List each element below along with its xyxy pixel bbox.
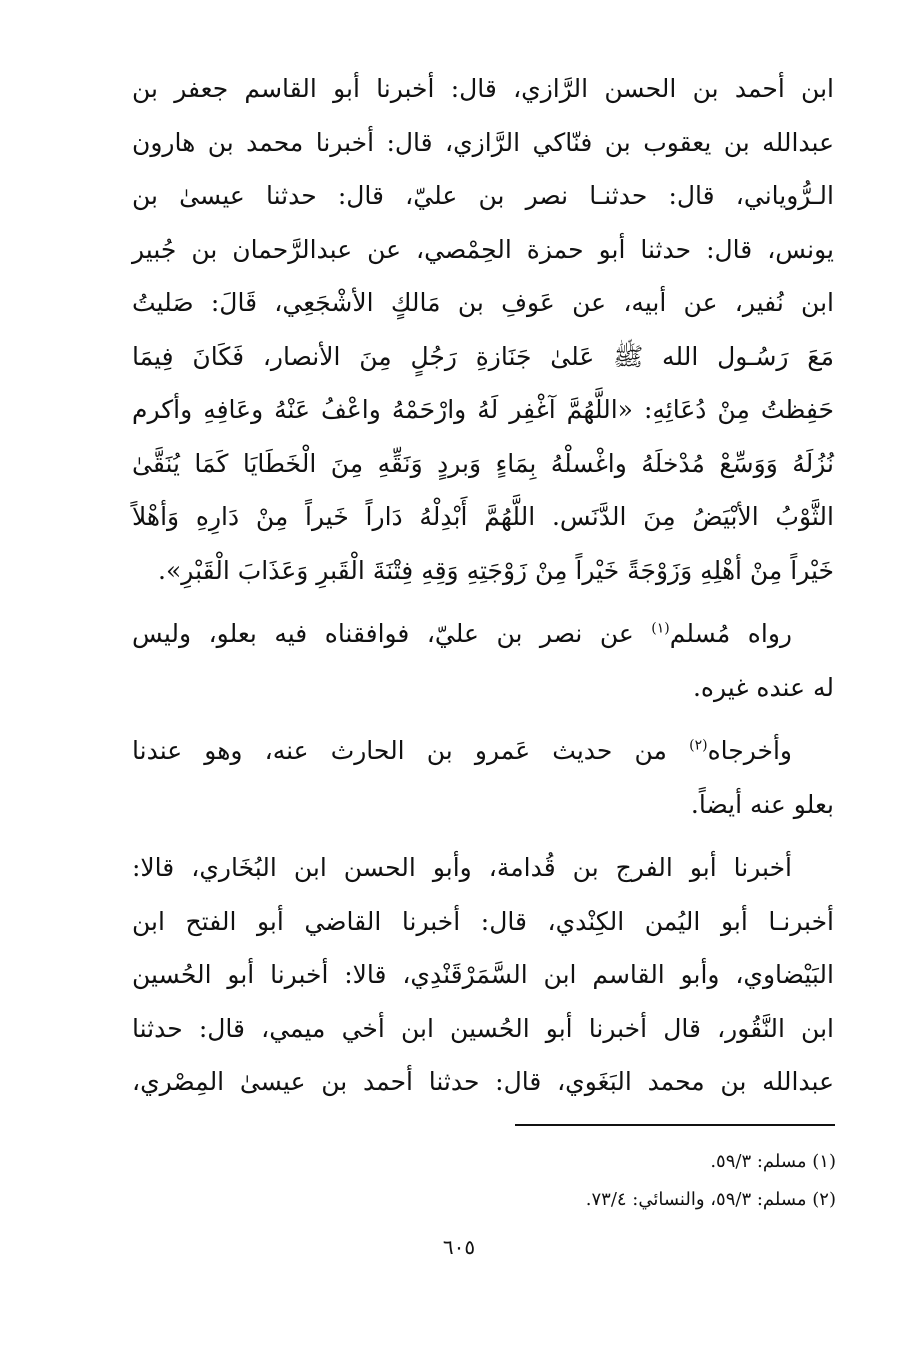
- footnote-separator: [515, 1124, 835, 1126]
- text-line: خَيْراً مِنْ أهْلِهِ وَزَوْجَةً خَيْراً مِنْ زَوْجَتِهِ وَقِهِ فِتْنَةَ الْقَبرِ وَعَذَابَ الْقَبْرِ».: [158, 555, 834, 585]
- text-line: الـرُّوياني، قال: حدثنـا نصر بن عليّ، قال: حدثنا عيسىٰ بن: [132, 181, 834, 210]
- footnote-1: (١) مسلم: ٥٩/٣.: [710, 1151, 836, 1172]
- paragraph-narration-both: [132, 724, 834, 831]
- footnote-2: (٢) مسلم: ٥٩/٣، والنسائي: ٧٣/٤.: [585, 1189, 836, 1210]
- text-line: [132, 724, 834, 778]
- text-line: أخبرنا أبو الفرج بن قُدامة، وأبو الحسن ابن البُخَاري، قالا:: [132, 853, 792, 882]
- text-line: نُزُلَهُ وَوَسِّعْ مُدْخلَهُ واغْسلْهُ بِمَاءٍ وَبردٍ وَنَقِّهِ مِنَ الْخَطَايَا كَمَا يُنَقَّىٰ: [132, 448, 834, 478]
- text-line: [132, 607, 834, 661]
- text-line: البَيْضاوي، وأبو القاسم ابن السَّمَرْقَنْدِي، قالا: أخبرنا أبو الحُسين: [132, 960, 834, 989]
- text-line: عبدالله بن يعقوب بن فنّاكي الرَّازي، قال: أخبرنا محمد بن هارون: [132, 127, 834, 157]
- page-number: ٦٠٥: [442, 1235, 476, 1259]
- text-segment: رواه مُسلم: [669, 619, 792, 648]
- paragraph-isnad-continuation: [132, 62, 834, 597]
- footnote-ref-2: (٢): [689, 737, 708, 754]
- text-segment: عن نصر بن عليّ، فوافقناه فيه بعلو، وليس: [132, 619, 652, 648]
- footnote-ref-1: (١): [651, 620, 670, 637]
- footnotes: [500, 1143, 836, 1219]
- text-line: ابن النَّقُور، قال أخبرنا أبو الحُسين ابن أخي ميمي، قال: حدثنا: [132, 1013, 834, 1043]
- text-line: حَفِظتُ مِنْ دُعَائِهِ: «اللَّهُمَّ آغْفِر لَهُ وارْحَمْهُ واعْفُ عَنْهُ وعَافِهِ وأكرم: [132, 395, 834, 424]
- text-line: الثَّوْبُ الأبْيَضُ مِنَ الدَّنَس. اللَّهُمَّ أَبْدِلْهُ دَاراً خَيراً مِنْ دَارِهِ وَأهْلاً: [132, 502, 834, 531]
- text-line: بعلو عنه أيضاً.: [690, 789, 834, 819]
- text-line: له عنده غيره.: [692, 672, 834, 702]
- text-line: مَعَ رَسُـول الله ﷺ عَلىٰ جَنَازةِ رَجُلٍ مِنَ الأنصار، فَكَانَ فِيمَا: [132, 341, 834, 371]
- text-segment: من حديث عَمرو بن الحارث عنه، وهو عندنا: [132, 736, 690, 765]
- text-line: عبدالله بن محمد البَغَوي، قال: حدثنا أحمد بن عيسىٰ المِصْري،: [132, 1067, 834, 1096]
- text-segment: وأخرجاه: [707, 736, 792, 765]
- text-line: ابن أحمد بن الحسن الرَّازي، قال: أخبرنا أبو القاسم جعفر بن: [132, 74, 834, 103]
- paragraph-new-isnad: [132, 841, 834, 1109]
- main-text: [132, 62, 834, 1109]
- text-line: أخبرنـا أبو اليُمن الكِنْدي، قال: أخبرنا القاضي أبو الفتح ابن: [132, 906, 834, 936]
- paragraph-narration-muslim: [132, 607, 834, 714]
- text-line: يونس، قال: حدثنا أبو حمزة الحِمْصي، عن عبدالرَّحمان بن جُبير: [132, 234, 834, 264]
- text-line: ابن نُفير، عن أبيه، عن عَوفِ بن مَالكٍ الأشْجَعِي، قَالَ: صَليتُ: [132, 288, 834, 317]
